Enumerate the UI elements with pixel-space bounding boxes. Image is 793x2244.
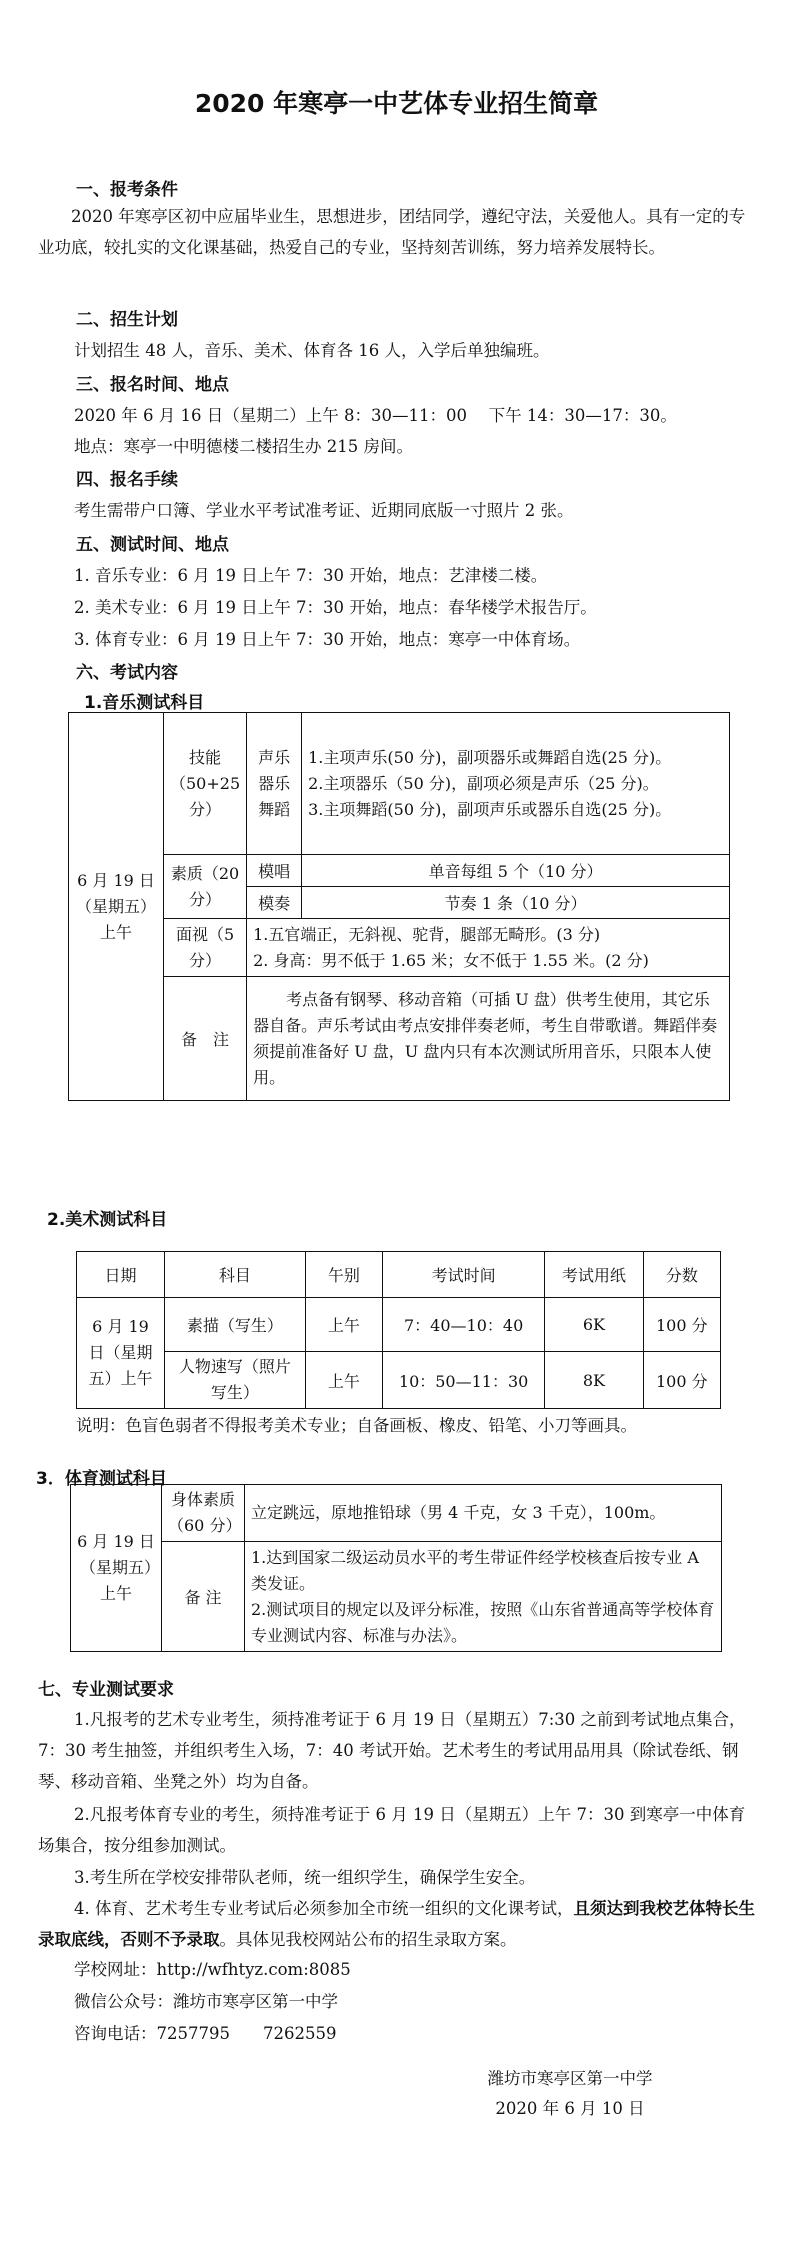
test-time-item: 1. 音乐专业：6 月 19 日上午 7：30 开始，地点：艺津楼二楼。: [74, 566, 548, 585]
sport-table: [70, 1484, 722, 1652]
art-table: [76, 1251, 721, 1409]
website-line: [74, 1956, 351, 1980]
art-date-cell: 6 月 19 日（星期五）上午: [77, 1298, 165, 1409]
registration-place: 地点：寒亭一中明德楼二楼招生办 215 房间。: [74, 437, 413, 456]
face-items-cell: [247, 919, 730, 977]
signature-block: [470, 2064, 670, 2124]
registration-time: 2020 年 6 月 16 日（星期二）上午 8：30—11：00 下午 14：30—17：30。: [74, 406, 677, 425]
beat-label: 模奏: [247, 887, 302, 919]
page-title: 2020 年寒亭一中艺体专业招生简章: [194, 89, 599, 118]
req4-text-c: 。具体见我校网站公布的招生录取方案。: [219, 1930, 517, 1949]
req4-text-a: 4. 体育、艺术考生专业考试后必须参加全市统一组织的文化课考试，: [74, 1899, 574, 1918]
procedures-paragraph: 考生需带户口簿、学业水平考试准考证、近期同底版一寸照片 2 张。: [74, 501, 574, 520]
quality-cell: 素质（20 分）: [164, 855, 247, 919]
skill-item: 1.主项声乐(50 分)，副项器乐或舞蹈自选(25 分)。: [308, 747, 672, 767]
art-subheading: 2.美术测试科目: [47, 1210, 168, 1230]
art-header: 考试用纸: [545, 1252, 644, 1298]
section-heading-plan: 二、招生计划: [76, 310, 178, 330]
phone-line: 咨询电话：7257795 7262559: [74, 2024, 337, 2043]
skill-sub-cell: 声乐器乐舞蹈: [247, 713, 302, 855]
skill-cell: 技能（50+25 分）: [164, 713, 247, 855]
art-cell: 8K: [545, 1352, 644, 1409]
skill-item: 2.主项器乐（50 分)，副项必须是声乐（25 分)。: [308, 773, 659, 793]
music-note-label: 备 注: [164, 977, 247, 1101]
fitness-value: 立定跳远，原地推铅球（男 4 千克，女 3 千克），100m。: [245, 1485, 722, 1542]
sing-value: 单音每组 5 个（10 分）: [302, 855, 730, 887]
art-cell: 6K: [545, 1298, 644, 1352]
section-heading-requirements: 一、报考条件: [76, 180, 178, 200]
sport-note-cell: [245, 1542, 722, 1652]
sport-subheading: 3．体育测试科目: [36, 1469, 167, 1489]
test-time-item: 2. 美术专业：6 月 19 日上午 7：30 开始，地点：春华楼学术报告厅。: [74, 598, 597, 617]
face-cell: 面视（5 分）: [164, 919, 247, 977]
sport-note-item: 1.达到国家二级运动员水平的考生带证件经学校核查后按专业 A 类发证。: [251, 1547, 699, 1593]
req4-text-bold: 且须达到我校艺体特长生录取底线，否则不予录取: [38, 1899, 755, 1949]
sport-note-item: 2.测试项目的规定以及评分标准，按照《山东省普通高等学校体育专业测试内容、标准与办法》。: [251, 1599, 715, 1645]
website-port: :8085: [303, 1960, 351, 1979]
art-cell: 10：50—11：30: [383, 1352, 545, 1409]
music-note: 考点备有钢琴、移动音箱（可插 U 盘）供考生使用，其它乐器自备。声乐考试由考点安排伴奏老师，考生自带歌谱。舞蹈伴奏须提前准备好 U 盘，U 盘内只有本次测试所用音乐，只限本人使用。: [247, 977, 730, 1101]
requirement-item: 2.凡报考体育专业的考生，须持准考证于 6 月 19 日（星期五）上午 7：30 到寒亭一中体育场集合，按分组参加测试。: [38, 1805, 746, 1855]
section-heading-registration: 三、报名时间、地点: [76, 375, 229, 395]
skill-items-cell: [302, 713, 730, 855]
website-link[interactable]: http://wfhtyz.com: [156, 1960, 304, 1979]
sport-note-label: 备 注: [162, 1542, 245, 1652]
section-heading-requirements-test: 七、专业测试要求: [38, 1680, 174, 1700]
requirements-paragraph: 2020 年寒亭区初中应届毕业生，思想进步，团结同学，遵纪守法，关爱他人。具有一定的专业功底，较扎实的文化课基础，热爱自己的专业，坚持刻苦训练，努力培养发展特长。: [38, 207, 746, 257]
requirement-item: 3.考生所在学校安排带队老师，统一组织学生，确保学生安全。: [74, 1868, 536, 1887]
art-header: 科目: [164, 1252, 305, 1298]
section-heading-exam-content: 六、考试内容: [76, 663, 178, 683]
music-subheading: 1.音乐测试科目: [84, 693, 205, 713]
sport-date-cell: 6 月 19 日（星期五）上午: [71, 1485, 162, 1652]
plan-paragraph: 计划招生 48 人，音乐、美术、体育各 16 人，入学后单独编班。: [74, 341, 550, 360]
art-cell: 人物速写（照片写生）: [164, 1352, 305, 1409]
art-cell: 素描（写生）: [164, 1298, 305, 1352]
signature-org: 潍坊市寒亭区第一中学: [487, 2069, 653, 2088]
art-cell: 100 分: [643, 1298, 720, 1352]
beat-value: 节奏 1 条（10 分）: [302, 887, 730, 919]
art-note: 说明：色盲色弱者不得报考美术专业；自备画板、橡皮、铅笔、小刀等画具。: [76, 1416, 637, 1435]
face-item: 2. 身高：男不低于 1.65 米；女不低于 1.55 米。(2 分): [253, 950, 649, 970]
art-header: 考试时间: [383, 1252, 545, 1298]
fitness-cell: 身体素质（60 分）: [162, 1485, 245, 1542]
section-heading-procedures: 四、报名手续: [76, 470, 178, 490]
music-date-cell: 6 月 19 日（星期五）上午: [69, 713, 164, 1101]
art-header: 分数: [643, 1252, 720, 1298]
wechat-line: 微信公众号：潍坊市寒亭区第一中学: [74, 1992, 338, 2011]
website-label: 学校网址：: [74, 1960, 157, 1979]
skill-item: 3.主项舞蹈(50 分)，副项声乐或器乐自选(25 分)。: [308, 799, 672, 819]
face-item: 1.五官端正，无斜视、驼背，腿部无畸形。(3 分): [253, 924, 601, 944]
art-header: 日期: [77, 1252, 165, 1298]
art-cell: 上午: [305, 1352, 382, 1409]
art-cell: 100 分: [643, 1352, 720, 1409]
sing-label: 模唱: [247, 855, 302, 887]
art-header: 午别: [305, 1252, 382, 1298]
music-table: [68, 712, 730, 1101]
requirement-item: 1.凡报考的艺术专业考生，须持准考证于 6 月 19 日（星期五）7:30 之前到考试地点集合，7：30 考生抽签，并组织考生入场，7：40 考试开始。艺术考生的考试用品用具（除试卷纸、钢琴、移动音箱、坐凳之外）均为自备。: [38, 1710, 746, 1791]
art-cell: 上午: [305, 1298, 382, 1352]
test-time-item: 3. 体育专业：6 月 19 日上午 7：30 开始，地点：寒亭一中体育场。: [74, 630, 581, 649]
section-heading-test-time: 五、测试时间、地点: [76, 535, 229, 555]
requirement-item-4: [38, 1893, 758, 1955]
art-cell: 7：40—10：40: [383, 1298, 545, 1352]
signature-date: 2020 年 6 月 10 日: [495, 2099, 645, 2118]
